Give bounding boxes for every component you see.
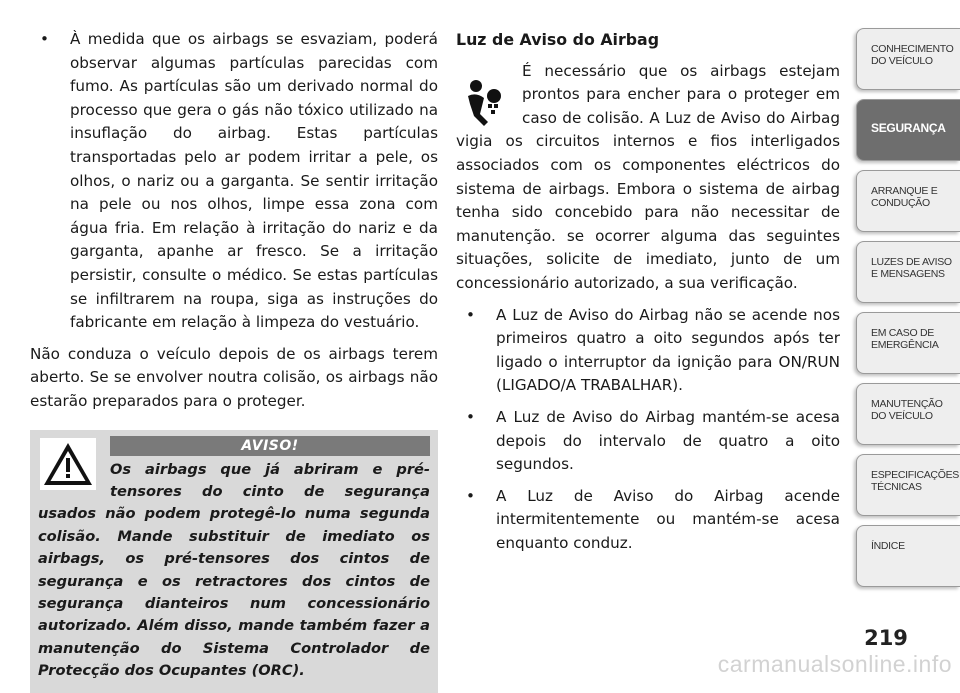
bullet-light-not-on: • A Luz de Aviso do Airbag não se acende nos primeiros quatro a oito segundos após ter ligado o interruptor da ignição para ON/RUN (LIGADO/A TRABALHAR). xyxy=(456,304,840,398)
tab-emergencia[interactable]: EM CASO DE EMERGÊNCIA xyxy=(856,312,960,374)
bullet-light-stays-on: • A Luz de Aviso do Airbag mantém-se acesa depois do intervalo de quatro a oito segundos. xyxy=(456,406,840,477)
warning-text: Os airbags que já abriram e pré-tensores do cinto de segurança usados não podem protegê-lo numa segunda colisão. Mande substituir de imediato os airbags, os pré-tensores dos cintos de segurança e os retractores dos cintos de segurança dianteiros num concessionário autorizado. Além disso, mande também fazer a manutenção do Sistema Controlador de Protecção dos Ocupantes (ORC). xyxy=(38,460,430,680)
tab-indice[interactable]: ÍNDICE xyxy=(856,525,960,587)
warning-triangle-icon xyxy=(40,438,96,490)
warning-title: AVISO! xyxy=(110,436,430,456)
airbag-warning-light-icon xyxy=(456,74,512,130)
left-column xyxy=(30,28,438,693)
tab-especificacoes[interactable]: ESPECIFICAÇÕES TÉCNICAS xyxy=(856,454,960,516)
watermark: carmanualsonline.info xyxy=(717,651,952,677)
bullet-airbag-particles: • À medida que os airbags se esvaziam, poderá observar algumas partículas parecidas com fumo. As partículas são um derivado normal do processo que gera o gás não tóxico utilizado na insuflação do airbag. Estas partículas transportadas pelo ar podem irritar a pele, os olhos, o nariz ou a garganta. Se sentir irritação na pele ou nos olhos, limpe essa zona com água fria. Em relação à irritação do nariz e da garganta, apanhe ar fresco. Se a irritação persistir, consulte o médico. Se estas partículas se infiltrarem na roupa, siga as instruções do fabricante em relação à limpeza do vestuário. xyxy=(30,28,438,335)
tab-conhecimento[interactable]: CONHECIMENTO DO VEÍCULO xyxy=(856,28,960,90)
bullet-light-flashes: • A Luz de Aviso do Airbag acende intermitentemente ou mantém-se acesa enquanto conduz. xyxy=(456,485,840,556)
airbag-light-intro: É necessário que os airbags estejam prontos para encher para o proteger em caso de colisão. A Luz de Aviso do Airbag vigia os circuitos internos e fios interligados associados com os componentes eléctricos do sistema de airbags. Embora o sistema de airbag tenha sido concebido para não necessitar de manutenção. se ocorrer alguma das seguintes situações, solicite de imediato, junto de um concessionário autorizado, a sua verificação. xyxy=(456,61,840,292)
section-heading: Luz de Aviso do Airbag xyxy=(456,30,660,49)
tab-manutencao[interactable]: MANUTENÇÃO DO VEÍCULO xyxy=(856,383,960,445)
right-column xyxy=(456,28,840,555)
page-number: 219 xyxy=(864,626,908,650)
warning-box xyxy=(30,430,438,693)
paragraph-do-not-drive: Não conduza o veículo depois de os airbags terem aberto. Se se envolver noutra colisão, os airbags não estarão preparados para o proteger. xyxy=(30,344,438,410)
tab-luzes[interactable]: LUZES DE AVISO E MENSAGENS xyxy=(856,241,960,303)
tab-arranque[interactable]: ARRANQUE E CONDUÇÃO xyxy=(856,170,960,232)
section-tabs xyxy=(856,28,960,596)
tab-seguranca[interactable]: SEGURANÇA xyxy=(856,99,960,161)
